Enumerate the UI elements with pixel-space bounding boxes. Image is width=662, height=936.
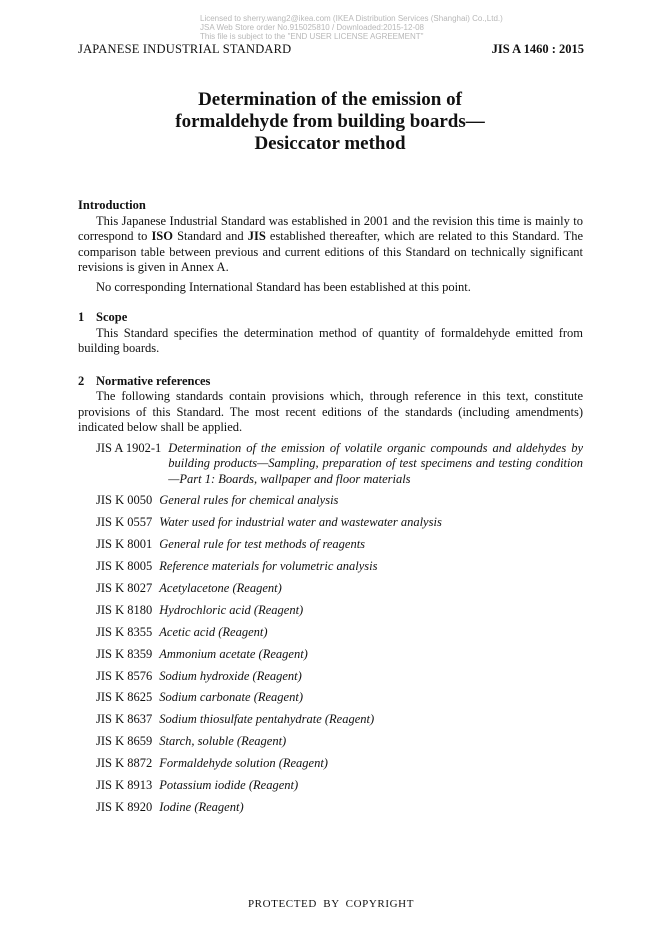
- reference-title: General rules for chemical analysis: [159, 493, 339, 508]
- reference-code: JIS A 1902-1: [96, 440, 162, 455]
- normative-references-heading: [78, 374, 583, 390]
- normative-references-paragraph: The following standards contain provisions which, through reference in this text, constitute provisions of this Standard. The most recent editions of the standards (including amendments) indicated below shall be applied.: [78, 389, 583, 434]
- reference-title: Sodium carbonate (Reagent): [159, 690, 303, 705]
- intro-text: established thereafter, which are related to this Standard. The comparison table between previous and current editions of this Standard on technically significant revisions is given in Annex A.: [78, 229, 583, 274]
- document-body: [78, 198, 583, 815]
- document-title: [78, 89, 582, 155]
- reference-title: Formaldehyde solution (Reagent): [159, 756, 328, 771]
- standard-category: JAPANESE INDUSTRIAL STANDARD: [78, 42, 292, 56]
- reference-item: [96, 537, 583, 553]
- reference-item: [96, 669, 583, 685]
- reference-item: [96, 441, 583, 488]
- reference-item: [96, 493, 583, 509]
- reference-code: JIS K 8027: [96, 580, 153, 595]
- title-line: Determination of the emission of: [198, 89, 462, 110]
- reference-item: [96, 515, 583, 531]
- intro-text: This Japanese Industrial Standard was established in 2001 and the revision this time is mainly to correspond to: [78, 213, 583, 243]
- watermark-line: JSA Web Store order No.915025810 / Downloaded:2015-12-08: [200, 23, 425, 32]
- reference-code: JIS K 8001: [96, 537, 153, 552]
- license-watermark: [200, 14, 530, 41]
- reference-title: Water used for industrial water and wastewater analysis: [159, 515, 442, 530]
- reference-code: JIS K 8625: [96, 690, 153, 705]
- introduction-paragraph: No corresponding International Standard has been established at this point.: [96, 279, 471, 294]
- reference-list: [78, 441, 583, 816]
- reference-item: [96, 647, 583, 663]
- scope-paragraph: This Standard specifies the determination method of quantity of formaldehyde emitted from building boards.: [78, 325, 583, 355]
- reference-title: Hydrochloric acid (Reagent): [159, 602, 304, 617]
- reference-item: [96, 756, 583, 772]
- reference-item: [96, 603, 583, 619]
- section-number: 2: [78, 373, 85, 388]
- copyright-notice: PROTECTED BY COPYRIGHT: [247, 898, 415, 910]
- intro-text: Standard and: [172, 229, 248, 243]
- reference-code: JIS K 8359: [96, 646, 153, 661]
- standard-number: JIS A 1460 : 2015: [491, 42, 584, 56]
- introduction-paragraph: [78, 214, 583, 276]
- section-number: 1: [78, 310, 85, 324]
- reference-item: [96, 778, 583, 794]
- reference-item: [96, 800, 583, 816]
- reference-code: JIS K 8913: [96, 777, 153, 792]
- reference-item: [96, 690, 583, 706]
- reference-title: Reference materials for volumetric analysis: [159, 559, 378, 574]
- reference-code: JIS K 8659: [96, 734, 153, 749]
- scope-heading: [78, 310, 583, 326]
- watermark-line: This file is subject to the "END USER LICENSE AGREEMENT": [200, 32, 424, 41]
- reference-code: JIS K 8005: [96, 559, 153, 574]
- jis-abbreviation: JIS: [247, 229, 266, 243]
- reference-title: Sodium hydroxide (Reagent): [159, 668, 302, 683]
- section-title: Scope: [96, 310, 128, 324]
- reference-title: Sodium thiosulfate pentahydrate (Reagent): [159, 712, 375, 727]
- reference-code: JIS K 8355: [96, 624, 153, 639]
- reference-code: JIS K 0557: [96, 515, 153, 530]
- title-line: formaldehyde from building boards—: [175, 111, 485, 132]
- introduction-heading: Introduction: [78, 198, 146, 212]
- reference-code: JIS K 8180: [96, 602, 153, 617]
- reference-item: [96, 625, 583, 641]
- reference-item: [96, 559, 583, 575]
- reference-title: Acetylacetone (Reagent): [159, 580, 282, 595]
- reference-code: JIS K 8920: [96, 799, 153, 814]
- reference-title: Potassium iodide (Reagent): [159, 777, 299, 792]
- reference-title: Iodine (Reagent): [159, 799, 244, 814]
- section-title: Normative references: [96, 373, 211, 388]
- reference-item: [96, 734, 583, 750]
- reference-code: JIS K 8637: [96, 712, 153, 727]
- reference-code: JIS K 8872: [96, 756, 153, 771]
- reference-item: [96, 581, 583, 597]
- reference-code: JIS K 0050: [96, 493, 153, 508]
- reference-title: General rule for test methods of reagents: [159, 537, 366, 552]
- reference-item: [96, 712, 583, 728]
- reference-title: Determination of the emission of volatile organic compounds and aldehydes by building products—Sampling, preparation of test specimens and testing condition—Part 1: Boards, wallpaper and floor materials: [168, 440, 583, 486]
- watermark-line: Licensed to sherry.wang2@ikea.com (IKEA Distribution Services (Shanghai) Co.,Ltd.): [200, 14, 503, 23]
- reference-code: JIS K 8576: [96, 668, 153, 683]
- title-line: Desiccator method: [254, 133, 406, 154]
- reference-title: Starch, soluble (Reagent): [159, 734, 287, 749]
- iso-abbreviation: ISO: [151, 229, 173, 243]
- reference-title: Acetic acid (Reagent): [159, 624, 268, 639]
- reference-title: Ammonium acetate (Reagent): [159, 646, 308, 661]
